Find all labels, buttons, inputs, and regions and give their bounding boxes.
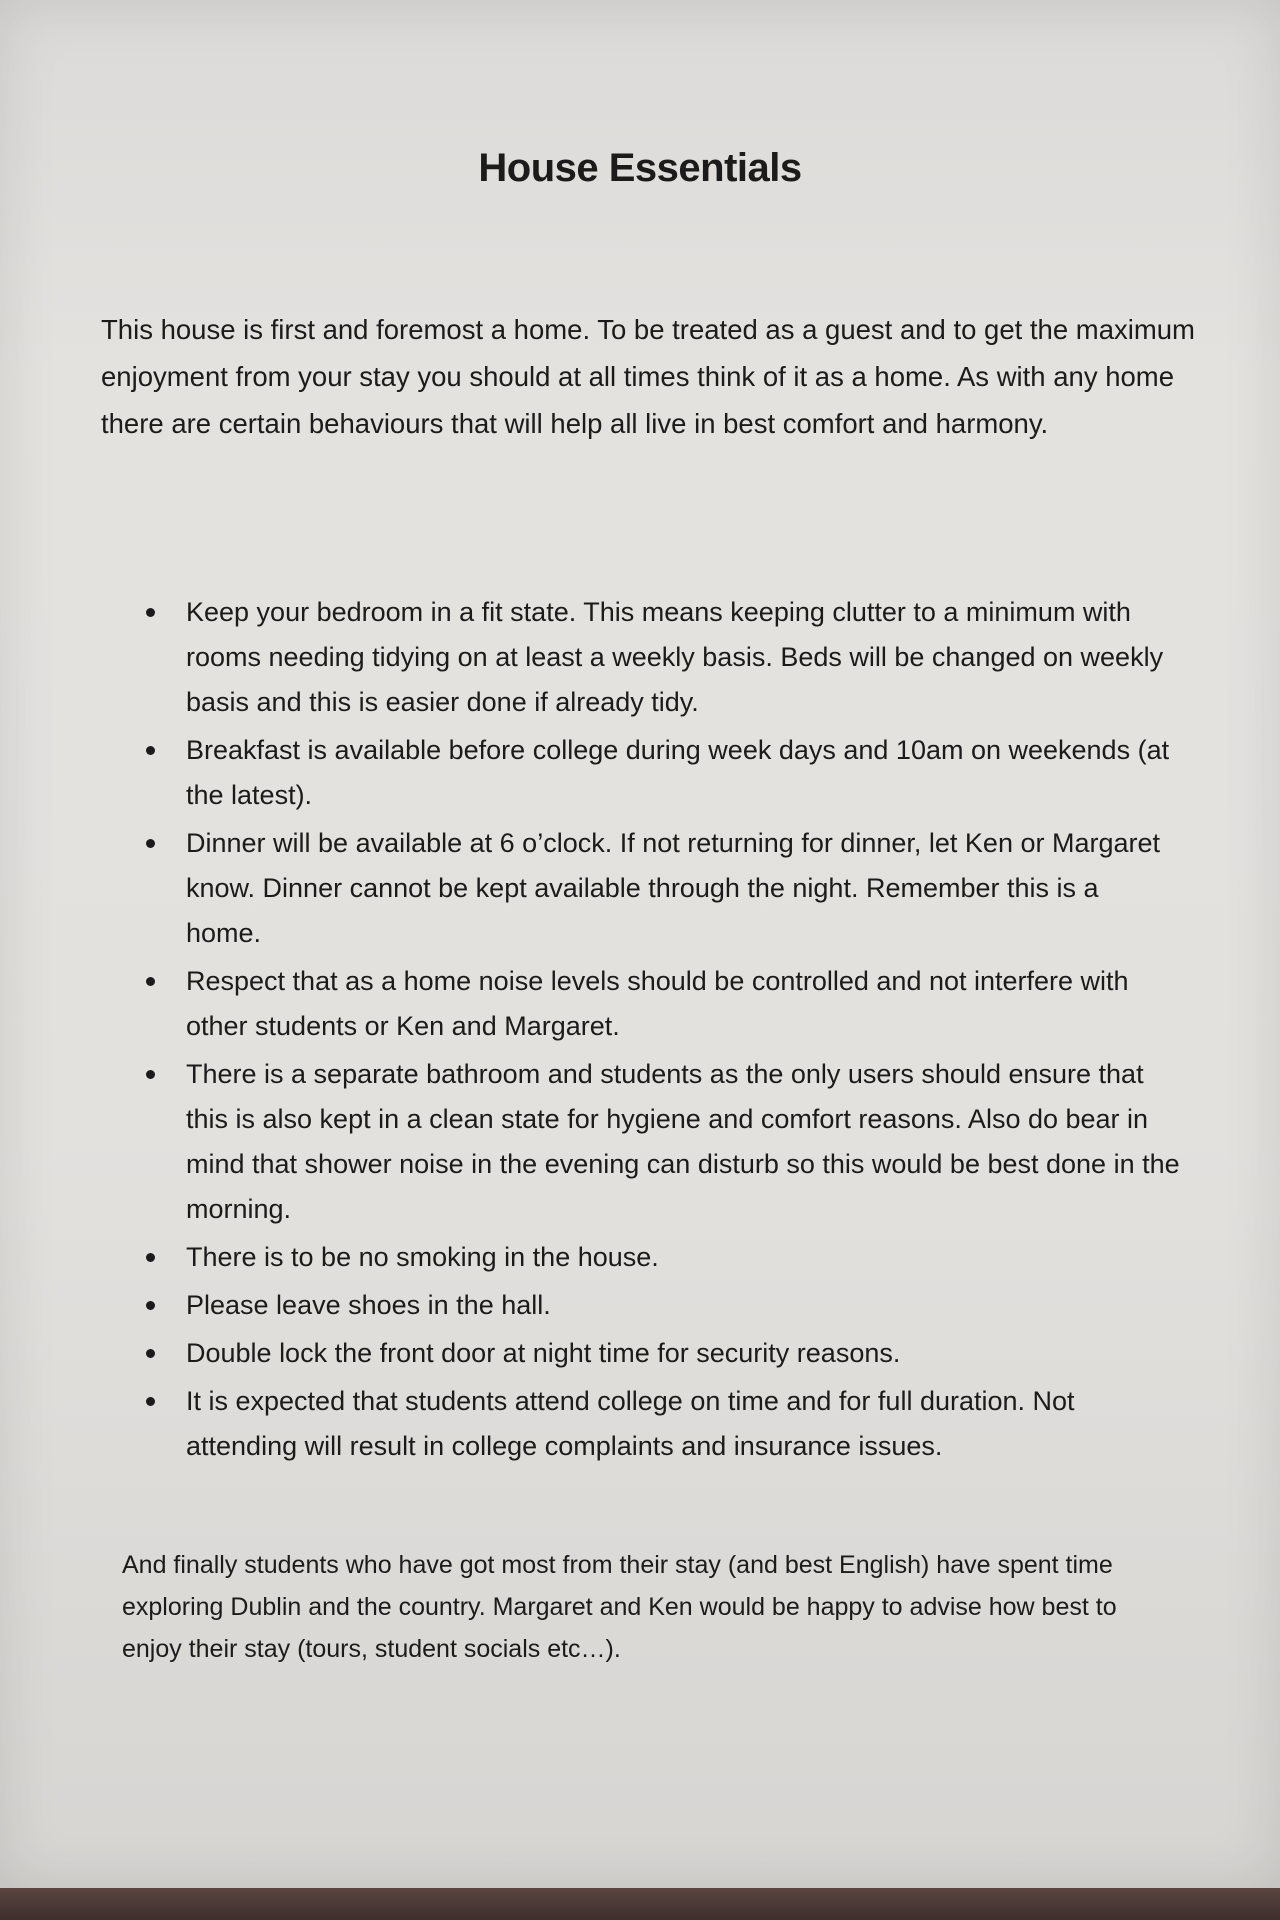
list-item bbox=[140, 959, 1180, 1049]
rule-text: Dinner will be available at 6 o’clock. If not returning for dinner, let Ken or Margaret know. Dinner cannot be kept available through the night. Remember this is a home. bbox=[186, 828, 1161, 948]
rule-text: Keep your bedroom in a fit state. This means keeping clutter to a minimum with rooms needing tidying on at least a weekly basis. Beds will be changed on weekly basis and this is easier done if already tidy. bbox=[186, 597, 1164, 717]
bullet-icon bbox=[146, 1070, 155, 1079]
bullet-icon bbox=[146, 977, 155, 986]
list-item bbox=[140, 1331, 1180, 1376]
rule-text: Please leave shoes in the hall. bbox=[186, 1290, 551, 1320]
table-surface bbox=[0, 1888, 1280, 1920]
list-item bbox=[140, 1235, 1180, 1280]
rule-text: Respect that as a home noise levels should be controlled and not interfere with other students or Ken and Margaret. bbox=[186, 966, 1129, 1041]
bullet-icon bbox=[146, 839, 155, 848]
bullet-icon bbox=[146, 1397, 155, 1406]
rule-text: Breakfast is available before college during week days and 10am on weekends (at the latest). bbox=[186, 735, 1170, 810]
list-item bbox=[140, 1379, 1180, 1469]
bullet-icon bbox=[146, 1253, 155, 1262]
intro-paragraph: This house is first and foremost a home. To be treated as a guest and to get the maximum enjoyment from your stay you should at all times think of it as a home. As with any home there are certain behaviours that will help all live in best comfort and harmony. bbox=[101, 314, 1195, 439]
list-item bbox=[140, 1283, 1180, 1328]
bullet-icon bbox=[146, 608, 155, 617]
bullet-icon bbox=[146, 1349, 155, 1358]
rule-text: It is expected that students attend college on time and for full duration. Not attending will result in college complaints and insurance issues. bbox=[186, 1386, 1075, 1461]
rule-text: There is to be no smoking in the house. bbox=[186, 1242, 659, 1272]
list-item bbox=[140, 590, 1180, 725]
rule-text: Double lock the front door at night time for security reasons. bbox=[186, 1338, 901, 1368]
document-title: House Essentials bbox=[478, 146, 802, 190]
bullet-icon bbox=[146, 746, 155, 755]
list-item bbox=[140, 1052, 1180, 1232]
list-item bbox=[140, 821, 1180, 956]
rule-text: There is a separate bathroom and students as the only users should ensure that this is also kept in a clean state for hygiene and comfort reasons. Also do bear in mind that shower noise in the evening can disturb so this would be best done in the morning. bbox=[186, 1059, 1180, 1224]
bullet-icon bbox=[146, 1301, 155, 1310]
list-item bbox=[140, 728, 1180, 818]
closing-paragraph: And finally students who have got most from their stay (and best English) have spent time exploring Dublin and the country. Margaret and Ken would be happy to advise how best to enjoy their stay (tours, student socials etc…). bbox=[122, 1551, 1117, 1663]
rules-list bbox=[140, 590, 1180, 1472]
